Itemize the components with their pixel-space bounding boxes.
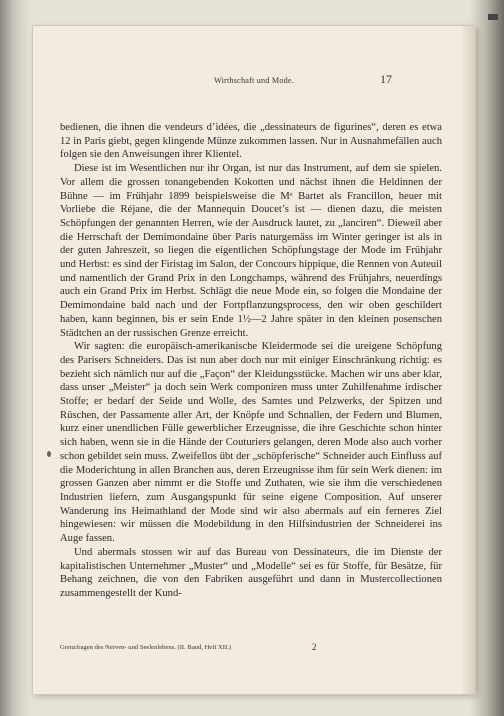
paragraph-continuation: bedienen, die ihnen die vendeurs d’idées, die „dessinateurs de figurines“, deren es etwa 12 in Paris giebt, gegen klingende Münze zukommen lassen. Nur in Ausnahmefällen auch folgen sie den Anweisungen ihrer Klientel. [60,122,442,161]
series-line: Grenzfragen des Nerven- und Seelenlebens. (II. Band, Heft XII.) [60,644,231,651]
signature-mark: 2 [312,642,317,652]
page-number: 17 [380,72,392,86]
margin-ink-mark [47,451,51,457]
paragraph: Und abermals stossen wir auf das Bureau von Dessinateurs, die im Dienste der kapitalistischen Unternehmer „Muster“ und „Modelle“ sei es für Stoffe, für Besätze, für Behang zeichnen, die von den Fabriken ausgeführt und dann in Mustercollectionen zusammengestellt der Kund- [60,546,442,599]
running-title: Wirthschaft und Mode. [213,76,295,85]
paragraph: Wir sagten: die europäisch-amerikanische Kleidermode sei die ureigene Schöpfung des Parisers Schneiders. Das ist nun aber doch nur mit einiger Einschränkung richtig: es bezieht sich nämlich nur auf die „Façon“ der Kleidungsstücke. Machen wir uns aber klar, dass unser „Meister“ ja doch sein Werk componiren muss unter Zuhilfenahme irdischer Stoffe; er bedarf der Seide und Wolle, des Samtes und Pelzwerks, der Spitzen und Rüschen, der Passamente aller Art, der Knöpfe und Schnallen, der Federn und Blumen, kurz einer unendlichen Fülle gewerblicher Erzeugnisse, die ihre Geschichte schon hinter sich haben, wenn sie in die Hände der Couturiers gelangen, deren Mode also auch vorher schon gebildet sein muss. Zweifellos übt der „schöpferische“ Schneider auch Einfluss auf die Moderichtung in allen Branchen aus, deren Erzeugnisse ihm für sein Werk dienen: im grossen Ganzen aber nimmt er die Stoffe und Zuthaten, wie sie ihm die verschiedenen Industrien liefern, zum Ausgangspunkt für seine eigene Composition. Auf unserer Wanderung ins Heimathland der Mode sind wir also abermals auf ein ferneres Ziel hingewiesen: wir müssen die Modebildung in den Hilfsindustrien der Schneiderei ins Auge fassen. [60,341,442,545]
paragraph: Diese ist im Wesentlichen nur ihr Organ, ist nur das Instrument, auf dem sie spielen. Vor allem die grossen tonangebenden Kokotten und nächst ihnen die Heldinnen der Bühne — im Frühjahr 1899 beispielsweise die Mᵉ Bartet als Francillon, heuer mit Vorliebe die Réjane, die der Mannequin Doucet’s ist — dienen dazu, die meisten Schöpfungen der genannten Herren, wie der Ausdruck lautet, zu „lanciren“. Dieweil aber die Herrschaft der Demimondaine über Paris naturgemäss im Winter geringer ist als in der guten Jahreszeit, so liegen die eigentlichen Schöpfungstage der Mode im Frühjahr und Herbst: es sind der Firistag im Salon, der Concours hippique, die Rennen von Auteuil und namentlich der Grand Prix in den Longchamps, während des Frühjahrs, neuerdings auch ein Grand Prix im Herbst. Schlägt die neue Mode ein, so folgen die Mondaine der Demimondaine bald nach und der Fortpflanzungsprocess, den wir oben geschildert haben, kann beginnen, bis er sein Ende 1½—2 Jahre später in den kleinen posenschen Städtchen an der russischen Grenze erreicht. [60,163,442,339]
page-footer [60,644,442,651]
scan-edge-mark [488,14,498,20]
book-page [33,26,475,694]
body-text [60,121,442,601]
page-gutter-shade [461,26,475,694]
